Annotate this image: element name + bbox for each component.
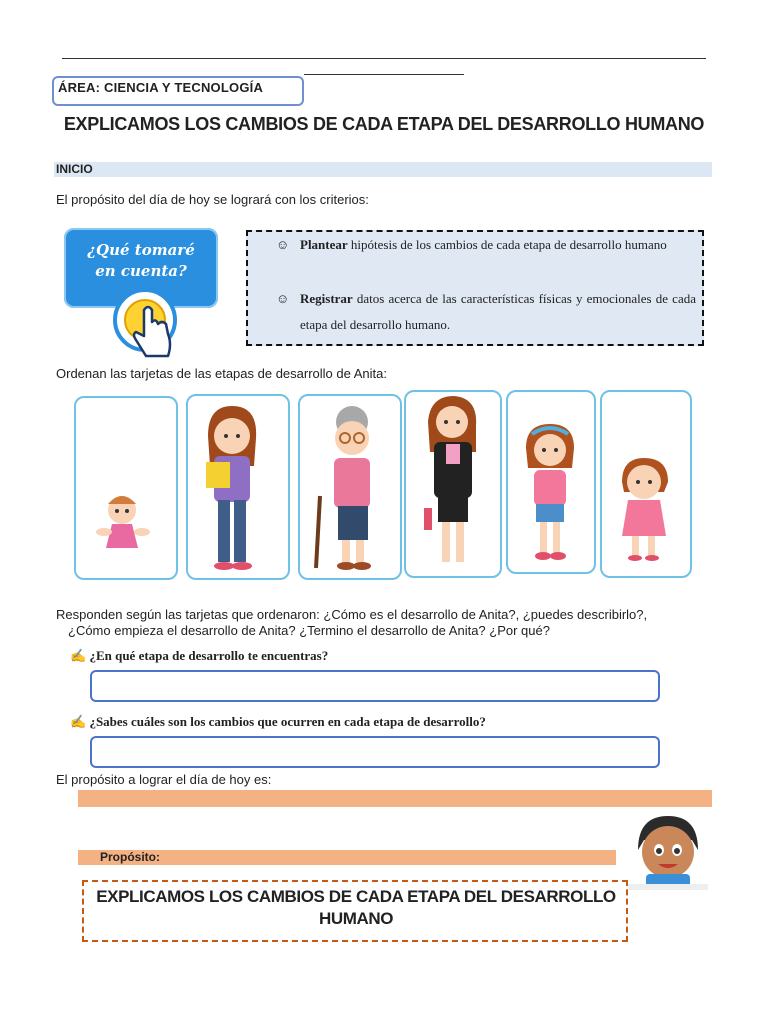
sign-text-line1: ¿Qué tomaré bbox=[87, 241, 195, 259]
baby-card[interactable] bbox=[74, 396, 178, 580]
question-1-text: ¿En qué etapa de desarrollo te encuentras? bbox=[89, 648, 329, 663]
question-2 bbox=[70, 714, 486, 730]
responden-line2: ¿Cómo empieza el desarrollo de Anita? ¿Termino el desarrollo de Anita? ¿Por qué? bbox=[68, 623, 550, 638]
purpose-label: Propósito: bbox=[100, 850, 160, 864]
adult-figure bbox=[406, 392, 500, 576]
criterion-2-verb: Registrar bbox=[300, 291, 353, 306]
top-rule bbox=[62, 58, 706, 59]
question-2-text: ¿Sabes cuáles son los cambios que ocurren en cada etapa de desarrollo? bbox=[89, 714, 486, 729]
elderly-card[interactable] bbox=[298, 394, 402, 580]
boy-illustration bbox=[626, 810, 710, 892]
criterion-2-text: datos acerca de las características físicas y emocionales de cada etapa del desarrollo humano. bbox=[300, 291, 696, 332]
purpose-text-line2: HUMANO bbox=[318, 909, 394, 928]
baby-figure bbox=[76, 398, 176, 578]
criterion-1-verb: Plantear bbox=[300, 237, 348, 252]
smiley-icon: ☺ bbox=[276, 291, 290, 306]
adult-card[interactable] bbox=[404, 390, 502, 578]
child-card[interactable] bbox=[506, 390, 596, 574]
top-rule-short bbox=[304, 74, 464, 75]
sign-text-line2: en cuenta? bbox=[95, 262, 187, 280]
criteria-intro: El propósito del día de hoy se logrará con los criterios: bbox=[56, 192, 369, 207]
criterion-2 bbox=[276, 286, 696, 338]
responden-line1: Responden según las tarjetas que ordenaron: ¿Cómo es el desarrollo de Anita?, ¿puedes describirlo?, bbox=[56, 607, 648, 622]
toddler-figure bbox=[602, 392, 690, 576]
writing-hand-icon: ✍ bbox=[70, 648, 87, 663]
elderly-figure bbox=[300, 396, 400, 578]
writing-hand-icon: ✍ bbox=[70, 714, 87, 729]
purpose-text bbox=[86, 886, 626, 930]
answer-field-2[interactable] bbox=[90, 736, 660, 768]
order-instruction: Ordenan las tarjetas de las etapas de desarrollo de Anita: bbox=[56, 366, 387, 381]
orange-bar bbox=[78, 790, 712, 807]
teen-card[interactable] bbox=[186, 394, 290, 580]
pointing-hand-icon bbox=[106, 282, 184, 364]
child-figure bbox=[508, 392, 594, 572]
purpose-text-line1: EXPLICAMOS LOS CAMBIOS DE CADA ETAPA DEL DESARROLLO bbox=[96, 887, 616, 906]
answer-field-1[interactable] bbox=[90, 670, 660, 702]
smiley-icon: ☺ bbox=[276, 237, 290, 252]
area-label: ÁREA: CIENCIA Y TECNOLOGÍA bbox=[58, 80, 264, 95]
inicio-label: INICIO bbox=[56, 162, 93, 176]
inicio-bar bbox=[54, 162, 712, 177]
purpose-intro: El propósito a lograr el día de hoy es: bbox=[56, 772, 272, 787]
criterion-1-text: hipótesis de los cambios de cada etapa de desarrollo humano bbox=[347, 237, 667, 252]
teen-figure bbox=[188, 396, 288, 578]
question-1 bbox=[70, 648, 328, 664]
sign-text bbox=[66, 240, 216, 282]
toddler-card[interactable] bbox=[600, 390, 692, 578]
page-title: EXPLICAMOS LOS CAMBIOS DE CADA ETAPA DEL DESARROLLO HUMANO bbox=[63, 114, 705, 134]
criterion-1 bbox=[276, 232, 696, 258]
